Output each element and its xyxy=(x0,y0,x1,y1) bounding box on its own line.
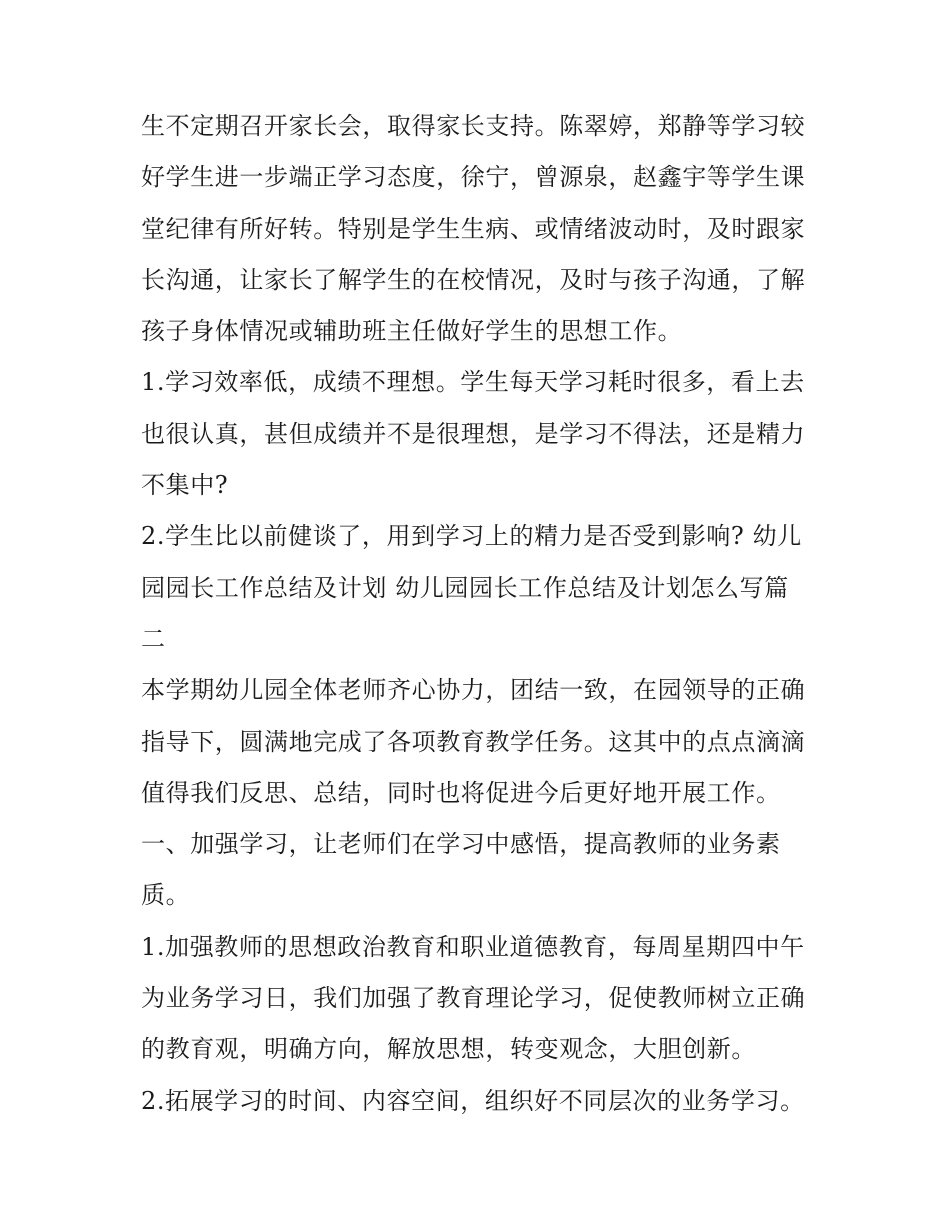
text-line-6: 1.学习效率低，成绩不理想。学生每天学习耗时很多，看上去 xyxy=(141,368,805,397)
text-line-5: 孩子身体情况或辅助班主任做好学生的思想工作。 xyxy=(141,317,683,346)
text-line-18: 为业务学习日，我们加强了教育理论学习，促使教师树立正确 xyxy=(141,984,806,1013)
text-line-3: 堂纪律有所好转。特别是学生生病、或情绪波动时，及时跟家 xyxy=(141,214,806,243)
text-line-12: 本学期幼儿园全体老师齐心协力，团结一致，在园领导的正确 xyxy=(141,676,806,705)
text-line-8: 不集中? xyxy=(141,471,229,500)
text-line-19: 的教育观，明确方向，解放思想，转变观念，大胆创新。 xyxy=(141,1035,756,1064)
text-line-7: 也很认真，甚但成绩并不是很理想，是学习不得法，还是精力 xyxy=(141,419,806,448)
text-line-20: 2.拓展学习的时间、内容空间，组织好不同层次的业务学习。 xyxy=(141,1086,805,1115)
document-body xyxy=(141,101,821,1127)
text-line-10: 园园长工作总结及计划 幼儿园园长工作总结及计划怎么写篇 xyxy=(141,573,789,602)
text-line-14: 值得我们反思、总结，同时也将促进今后更好地开展工作。 xyxy=(141,778,781,807)
text-line-11: 二 xyxy=(141,624,166,653)
text-line-4: 长沟通，让家长了解学生的在校情况，及时与孩子沟通，了解 xyxy=(141,265,806,294)
text-line-2: 好学生进一步端正学习态度，徐宁，曾源泉，赵鑫宇等学生课 xyxy=(141,163,806,192)
text-line-17: 1.加强教师的思想政治教育和职业道德教育，每周星期四中午 xyxy=(141,932,805,961)
text-line-1: 生不定期召开家长会，取得家长支持。陈翠婷，郑静等学习较 xyxy=(141,112,806,140)
text-line-16: 质。 xyxy=(141,881,191,910)
text-line-13: 指导下，圆满地完成了各项教育教学任务。这其中的点点滴滴 xyxy=(141,727,806,756)
text-line-15: 一、加强学习，让老师们在学习中感悟，提高教师的业务素 xyxy=(141,830,781,859)
text-line-9: 2.学生比以前健谈了，用到学习上的精力是否受到影响? 幼儿 xyxy=(141,522,802,551)
